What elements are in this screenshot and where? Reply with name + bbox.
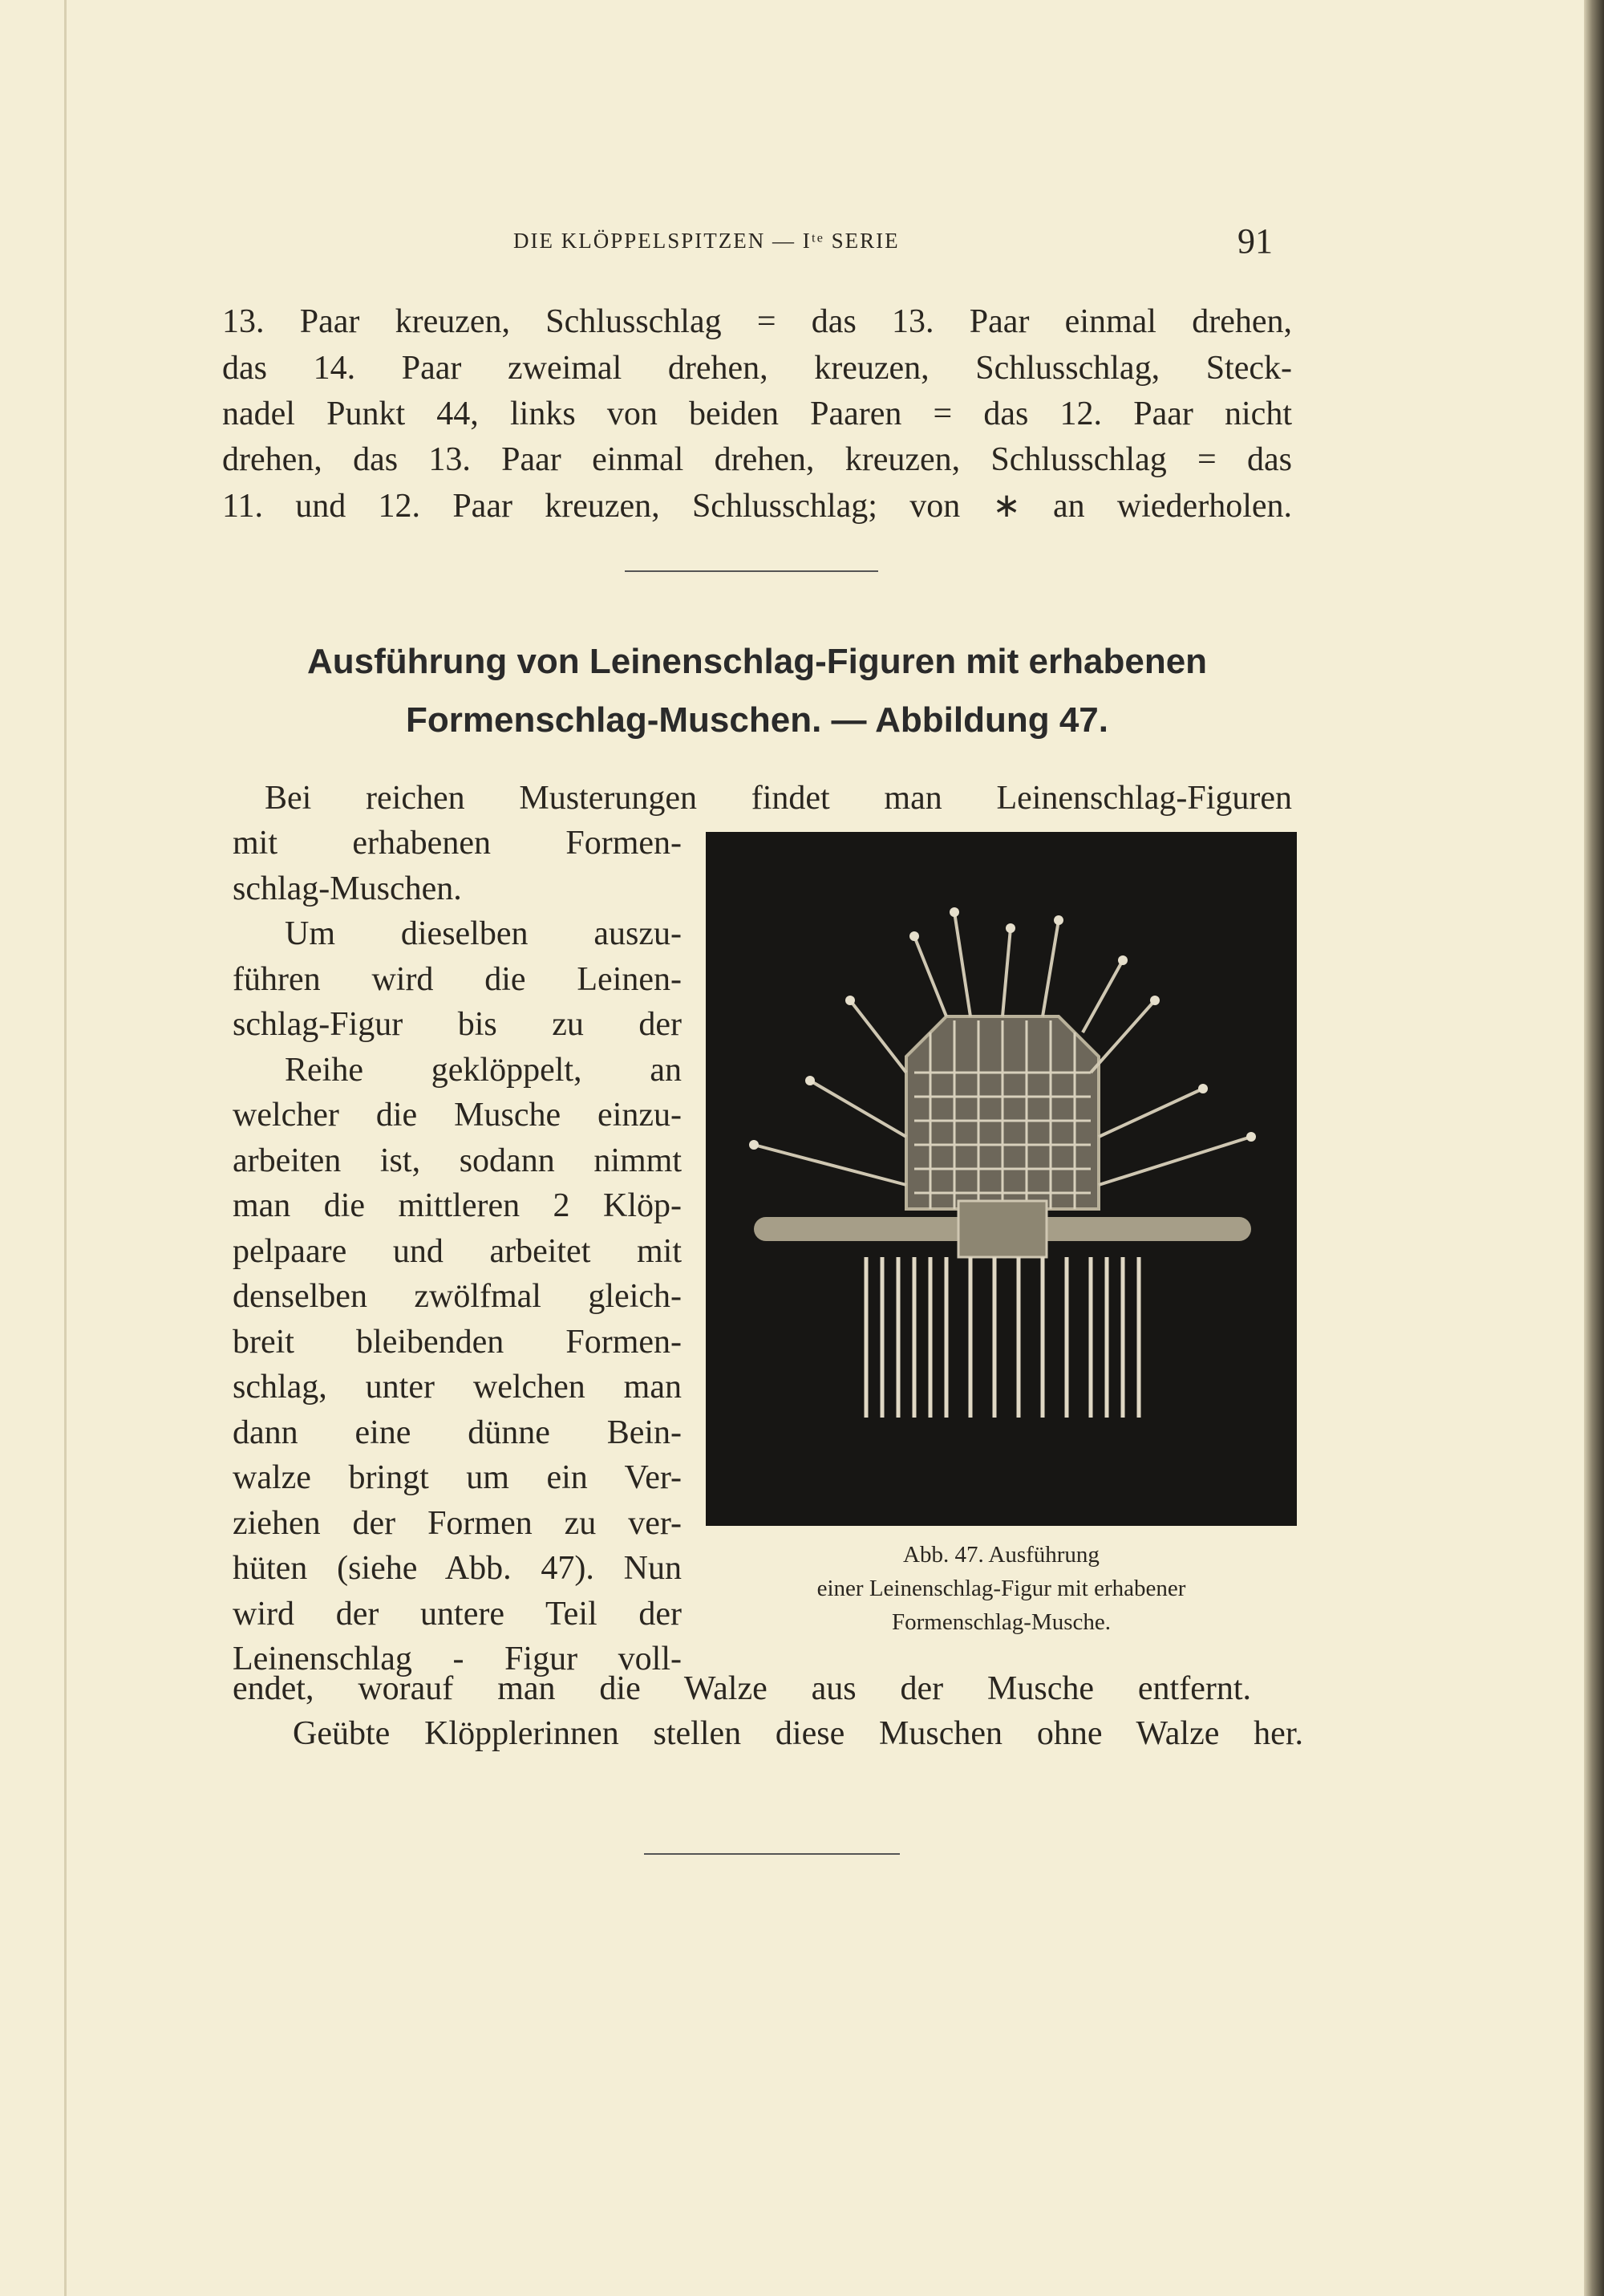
figure-caption: einer Leinenschlag-Figur mit erhabener <box>816 1576 1186 1601</box>
text-line: schlag-Muschen. <box>233 870 462 907</box>
figure-caption: Abb. 47. Ausführung <box>903 1542 1100 1568</box>
text-line: 11. und 12. Paar kreuzen, Schlusschlag; von ∗ an wiederholen. <box>222 488 1292 525</box>
text-line: nadel Punkt 44, links von beiden Paaren = das 12. Paar nicht <box>222 396 1292 432</box>
running-header: DIE KLÖPPELSPITZEN — Iᵗᵉ SERIE <box>513 229 900 253</box>
page-edge-left <box>64 0 67 2296</box>
text-line: schlag-Figur bis zu der <box>233 1006 682 1043</box>
text-line: Um dieselben auszu- <box>285 915 682 952</box>
text-line: drehen, das 13. Paar einmal drehen, kreuzen, Schlusschlag = das <box>222 441 1292 478</box>
section-heading: Ausführung von Leinenschlag-Figuren mit erhabenen <box>306 642 1208 681</box>
text-line: 13. Paar kreuzen, Schlusschlag = das 13. Paar einmal drehen, <box>222 303 1292 340</box>
text-line: Bei reichen Musterungen findet man Leinenschlag-Figuren <box>265 780 1292 817</box>
page-number: 91 <box>1237 221 1273 261</box>
figure-lace-photo <box>706 832 1297 1526</box>
text-line: wird der untere Teil der <box>233 1595 682 1633</box>
figure-caption: Formenschlag-Musche. <box>891 1609 1112 1635</box>
text-line: man die mittleren 2 Klöp- <box>233 1187 682 1224</box>
text-line: Leinenschlag - Figur voll- <box>233 1641 682 1677</box>
page-edge-right <box>1584 0 1604 2296</box>
text-line: Geübte Klöpplerinnen stellen diese Muschen ohne Walze her. <box>293 1715 1303 1752</box>
text-line: schlag, unter welchen man <box>233 1369 682 1406</box>
text-line: mit erhabenen Formen- <box>233 825 682 862</box>
text-line: Reihe geklöppelt, an <box>285 1051 682 1089</box>
divider <box>644 1853 900 1855</box>
text-line: hüten (siehe Abb. 47). Nun <box>233 1550 682 1587</box>
text-line: arbeiten ist, sodann nimmt <box>233 1142 682 1179</box>
text-line: welcher die Musche einzu- <box>233 1097 682 1134</box>
text-line: dann eine dünne Bein- <box>233 1414 682 1451</box>
text-line: breit bleibenden Formen- <box>233 1323 682 1361</box>
text-line: pelpaare und arbeitet mit <box>233 1232 682 1270</box>
divider <box>625 570 878 572</box>
text-line: endet, worauf man die Walze aus der Musche entfernt. <box>233 1670 1251 1707</box>
text-line: walze bringt um ein Ver- <box>233 1459 682 1496</box>
text-line: führen wird die Leinen- <box>233 960 682 998</box>
section-heading: Formenschlag-Muschen. — Abbildung 47. <box>405 700 1108 740</box>
text-line: ziehen der Formen zu ver- <box>233 1504 682 1542</box>
text-line: denselben zwölfmal gleich- <box>233 1278 682 1315</box>
text-line: das 14. Paar zweimal drehen, kreuzen, Schlusschlag, Steck- <box>222 350 1292 387</box>
